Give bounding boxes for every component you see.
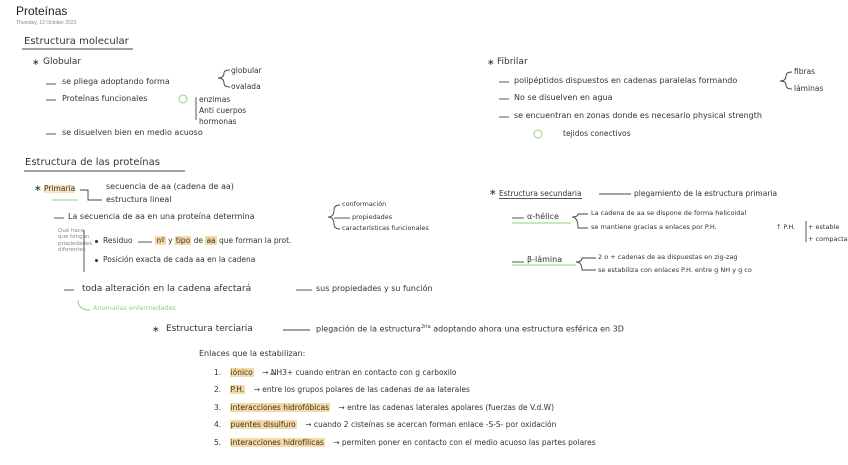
heading-estructura-molecular: Estructura molecular — [24, 36, 129, 47]
bullet-icon — [95, 259, 98, 262]
primaria-line-2: estructura lineal — [106, 195, 172, 204]
primaria-line-1: secuencia de aa (cadena de aa) — [106, 182, 234, 191]
fibrilar-line-3: se encuentran en zonas donde es necesario physical strength — [514, 111, 762, 120]
label-globular: Globular — [43, 57, 82, 67]
enlace-number: 3. — [214, 403, 222, 412]
enlace-item — [214, 386, 470, 394]
label-alfa-helice: α-hélice — [527, 212, 559, 221]
determina-option-1: conformación — [342, 200, 387, 208]
primaria-determina: La secuencia de aa en una proteína determina — [68, 212, 255, 221]
funcional-1: enzimas — [199, 95, 231, 104]
page-date: Thursday, 13 October 2022 — [16, 20, 77, 26]
label-terciaria: Estructura terciaria — [166, 324, 253, 334]
numero-highlight: nº — [156, 236, 165, 245]
funcional-3: hormonas — [199, 117, 237, 126]
label-fibrilar: Fibrilar — [497, 57, 528, 67]
heading-estructura-proteinas: Estructura de las proteínas — [25, 157, 160, 168]
terciaria-desc-a: plegación de la estructura — [316, 324, 421, 334]
anomalias-note: Anomalías enfermedades — [93, 304, 176, 312]
posicion-line: Posición exacta de cada aa en la cadena — [103, 255, 256, 264]
side-note-line: diferentes — [58, 246, 86, 253]
enlace-highlight: iónico — [230, 368, 253, 377]
enlace-item — [214, 421, 556, 429]
page-title: Proteínas — [16, 4, 68, 18]
side-note — [58, 228, 92, 253]
lamina-line-2: se estabiliza con enlaces P.H. entre g NH y g co — [598, 266, 752, 274]
helice-ph: ↑ P.H. — [776, 223, 796, 231]
helice-compacta: + compacta — [808, 235, 848, 243]
fibrilar-line-1: polipéptidos dispuestos en cadenas paralelas formando — [514, 76, 738, 85]
enlaces-heading: Enlaces que la estabilizan: — [199, 349, 306, 358]
enlace-number: 5. — [214, 438, 222, 447]
de-word: de — [193, 236, 204, 245]
globular-line-2: Proteínas funcionales — [62, 94, 148, 103]
enlace-highlight: interacciones hidrofílicas — [230, 438, 324, 447]
star-icon: ∗ — [32, 58, 40, 68]
determina-option-3: características funcionales — [342, 224, 429, 232]
enlace-item — [214, 369, 457, 377]
y-word: y — [168, 236, 173, 245]
bullet-icon — [95, 240, 98, 243]
secundaria-desc: plegamiento de la estructura primaria — [634, 189, 778, 198]
star-icon: ∗ — [487, 58, 495, 68]
star-icon: ∗ — [152, 325, 160, 335]
enlace-text: → cuando 2 cisteínas se acercan forman enlace -S-S- por oxidación — [305, 420, 557, 429]
residuo-line — [103, 237, 291, 245]
star-icon: ∗ — [489, 188, 497, 198]
terciaria-sup: 2ria — [420, 324, 431, 330]
enlace-text: → permiten poner en contacto con el medio acuoso las partes polares — [333, 438, 596, 447]
aa-highlight: aa — [206, 236, 216, 245]
enlace-number: 1. — [214, 368, 222, 377]
side-note-line: que tengan — [58, 234, 90, 241]
alteracion-line: toda alteración en la cadena afectará — [82, 284, 252, 294]
fibrilar-option-2: láminas — [794, 84, 824, 93]
enlace-text: → NH3+ cuando entran en contacto con g carboxilo — [262, 368, 457, 377]
enlace-number: 4. — [214, 420, 222, 429]
lamina-line-1: 2 o + cadenas de aa dispuestas en zig-zag — [598, 253, 738, 261]
globular-option-1: globular — [231, 66, 262, 75]
fibrilar-line-4: tejidos conectivos — [563, 129, 631, 138]
label-beta-lamina: β-lámina — [527, 255, 563, 264]
label-primaria: Primaria — [44, 184, 76, 193]
side-note-line: Qué hace — [58, 228, 85, 234]
terciaria-desc-b: adoptando ahora una estructura esférica en 3D — [433, 324, 624, 334]
enlace-text: → entre las cadenas laterales apolares (fuerzas de V.d.W) — [338, 403, 554, 412]
enlace-item — [214, 439, 596, 447]
enlace-text: → entre los grupos polares de las cadenas de aa laterales — [253, 385, 470, 394]
tipo-highlight: tipo — [175, 236, 191, 245]
enlace-highlight: interacciones hidrofóbicas — [230, 403, 330, 412]
fibrilar-line-2: No se disuelven en agua — [514, 93, 613, 102]
enlace-highlight: P.H. — [230, 385, 245, 394]
alteracion-result: sus propiedades y su función — [316, 284, 433, 293]
determina-option-2: propiedades — [352, 213, 393, 221]
star-icon: ∗ — [34, 184, 42, 194]
funcional-2: Anti cuerpos — [199, 106, 247, 115]
enlace-item — [214, 404, 554, 412]
helice-line-1: La cadena de aa se dispone de forma helicoidal — [591, 209, 747, 217]
residuo-rest: que forman la prot. — [219, 236, 292, 245]
helice-estable: + estable — [808, 223, 840, 231]
label-secundaria: Estructura secundaria — [499, 189, 582, 198]
side-note-line: propiedades — [58, 240, 93, 247]
residuo-word: Residuo — [103, 236, 133, 245]
globular-line-1: se pliega adoptando forma — [62, 77, 170, 86]
globular-option-2: ovalada — [231, 82, 261, 91]
enlace-highlight: puentes disulfuro — [230, 420, 296, 429]
globular-line-3: se disuelven bien en medio acuoso — [62, 128, 203, 137]
fibrilar-option-1: fibras — [794, 67, 816, 76]
terciaria-desc — [316, 325, 624, 334]
enlace-number: 2. — [214, 385, 222, 394]
helice-line-2: se mantiene gracias a enlaces por P.H. — [591, 223, 717, 231]
